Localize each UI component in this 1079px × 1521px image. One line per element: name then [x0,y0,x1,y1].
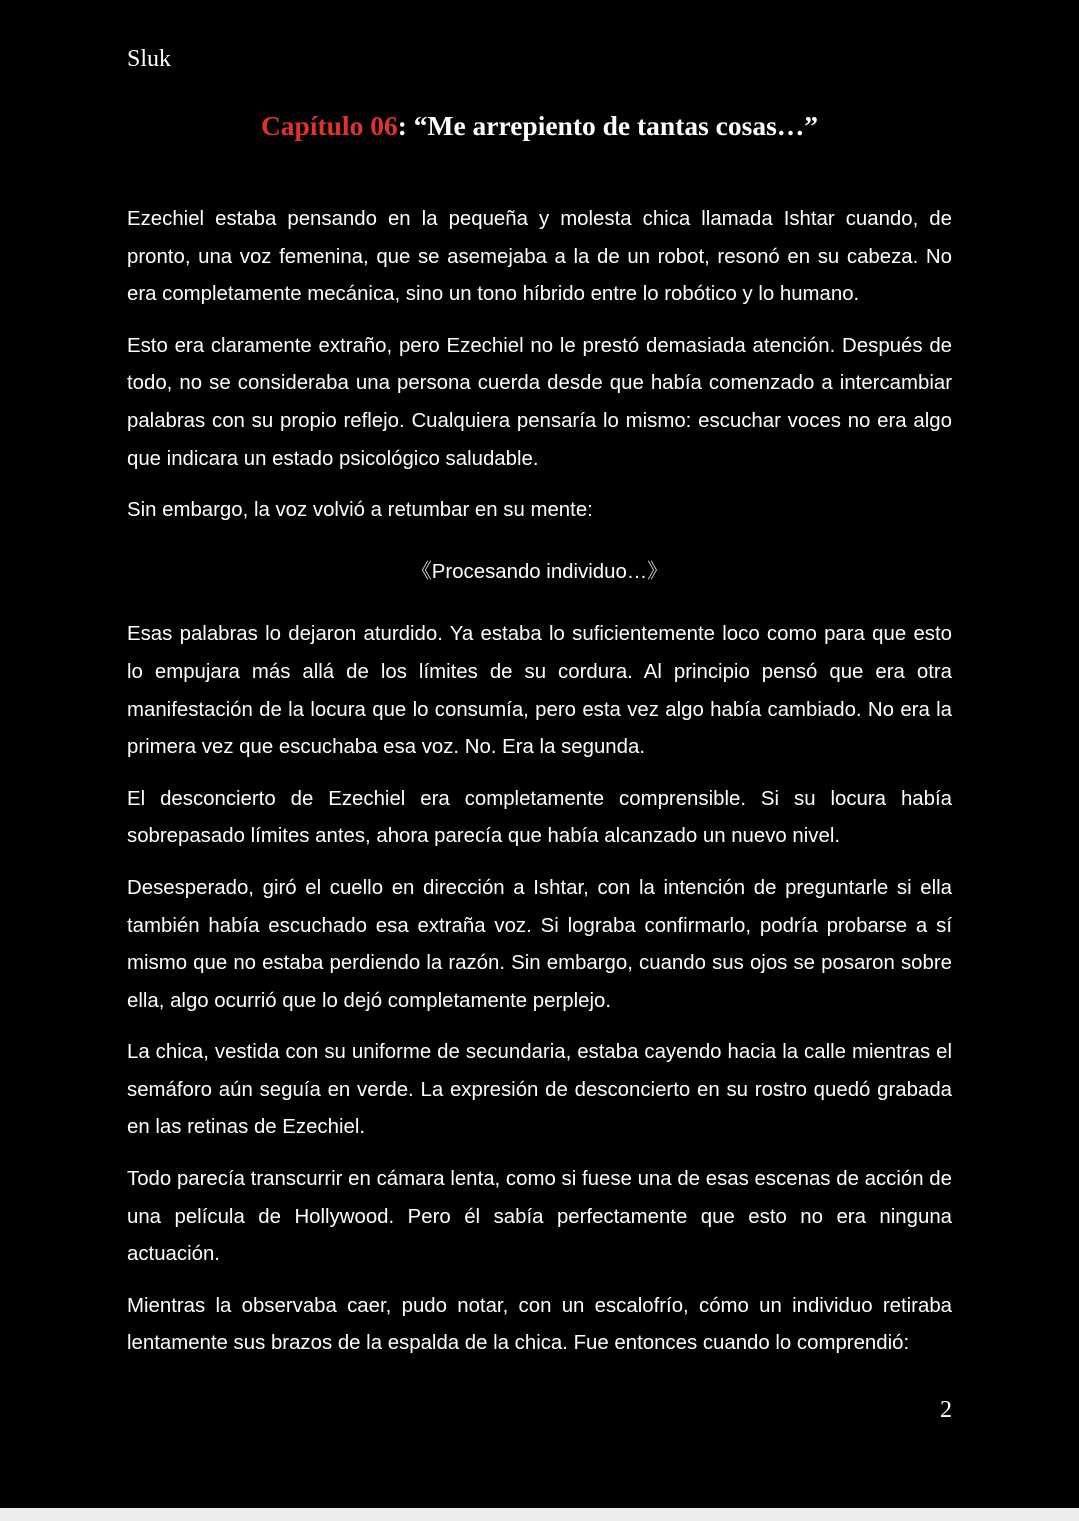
paragraph: Esto era claramente extraño, pero Ezechiel no le prestó demasiada atención. Después de todo, no se consideraba una persona cuerda desde que había comenzado a intercambiar palabras con su propio reflejo. Cualquiera pensaría lo mismo: escuchar voces no era algo que indicara un estado psicológico saludable. [127,334,952,470]
paragraph: La chica, vestida con su uniforme de secundaria, estaba cayendo hacia la calle mientras el semáforo aún seguía en verde. La expresión de desconcierto en su rostro quedó grabada en las retinas de Ezechiel. [127,1041,952,1139]
viewer-bottom-edge [0,1508,1079,1521]
page-number: 2 [940,1397,952,1423]
chapter-label: Capítulo 06 [260,110,398,141]
paragraph: Sin embargo, la voz volvió a retumbar en su mente: [127,499,593,522]
header-author: Sluk [127,46,172,72]
paragraph: Mientras la observaba caer, pudo notar, con un escalofrío, cómo un individuo retiraba lentamente sus brazos de la espalda de la chica. Fue entonces cuando lo comprendió: [127,1294,952,1355]
paragraph: El desconcierto de Ezechiel era completamente comprensible. Si su locura había sobrepasado límites antes, ahora parecía que había alcanzado un nuevo nivel. [127,787,952,848]
system-message: 《Procesando individuo…》 [411,560,668,583]
chapter-title-text: “Me arrepiento de tantas cosas…” [413,110,819,141]
paragraph: Ezechiel estaba pensando en la pequeña y molesta chica llamada Ishtar cuando, de pronto, una voz femenina, que se asemejaba a la de un robot, resonó en su cabeza. No era completamente mecánica, sino un tono híbrido entre lo robótico y lo humano. [127,208,952,306]
chapter-title [0,108,1079,144]
paragraph: Esas palabras lo dejaron aturdido. Ya estaba lo suficientemente loco como para que esto lo empujara más allá de los límites de su cordura. Al principio pensó que era otra manifestación de la locura que lo consumía, pero esta vez algo había cambiado. No era la primera vez que escuchaba esa voz. No. Era la segunda. [127,623,952,759]
chapter-body [127,201,952,1377]
paragraph: Todo parecía transcurrir en cámara lenta, como si fuese una de esas escenas de acción de una película de Hollywood. Pero él sabía perfectamente que esto no era ninguna actuación. [127,1168,952,1266]
chapter-title-separator: : [397,110,414,141]
paragraph: Desesperado, giró el cuello en dirección a Ishtar, con la intención de preguntarle si ella también había escuchado esa extraña voz. Si lograba confirmarlo, podría probarse a sí mismo que no estaba perdiendo la razón. Sin embargo, cuando sus ojos se posaron sobre ella, algo ocurrió que lo dejó completamente perplejo. [127,876,952,1012]
